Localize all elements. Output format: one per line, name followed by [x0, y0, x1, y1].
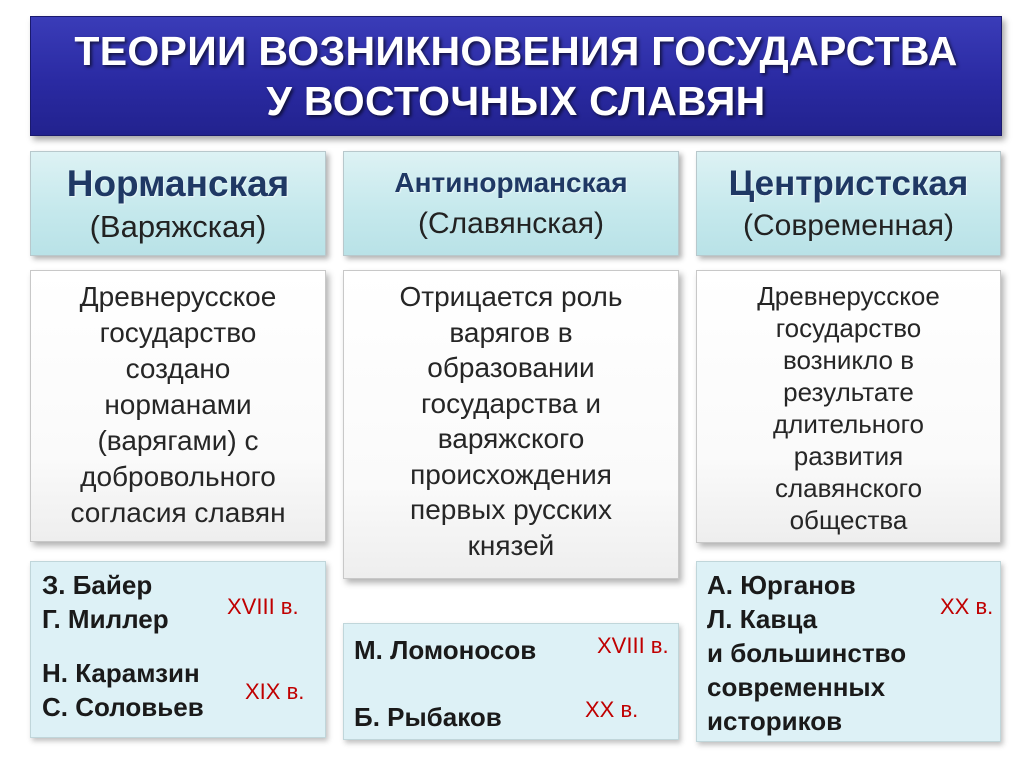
theory-name: Центристская	[728, 163, 969, 203]
title-line-1: ТЕОРИИ ВОЗНИКНОВЕНИЯ ГОСУДАРСТВА	[74, 28, 958, 74]
century-label: XVIII в.	[227, 594, 299, 619]
historian-names: А. Юрганов Л. Кавца и большинство современных историков	[707, 570, 907, 736]
theory-subtitle: (Славянская)	[418, 206, 604, 240]
historian-names: Б. Рыбаков	[354, 702, 502, 732]
description-box-centrist	[696, 270, 1001, 543]
theory-header-centrist	[696, 151, 1001, 256]
theory-subtitle: (Варяжская)	[89, 208, 267, 244]
description-box-antinorman	[343, 270, 679, 579]
historians-box-antinorman	[343, 623, 679, 740]
description-box-norman	[30, 270, 326, 542]
historians-box-centrist	[696, 561, 1001, 742]
theory-header-norman	[30, 151, 326, 256]
historians-box-norman	[30, 561, 326, 738]
theory-subtitle: (Современная)	[742, 208, 954, 242]
century-label: XIX в.	[245, 679, 305, 704]
title-banner	[30, 16, 1002, 136]
title-line-2: У ВОСТОЧНЫХ СЛАВЯН	[266, 78, 766, 124]
theory-name: Норманская	[66, 162, 290, 204]
theory-header-antinorman	[343, 151, 679, 256]
century-label: XX в.	[585, 697, 639, 722]
historian-names: М. Ломоносов	[354, 635, 537, 665]
century-label: XX в.	[940, 594, 994, 619]
description-text: Древнерусское государство создано норманами (варягами) с добровольного согласия славян	[70, 281, 286, 528]
description-text: Древнерусское государство возникло в результате длительного развития славянского общества	[757, 281, 940, 535]
description-text: Отрицается роль варягов в образовании государства и варяжского происхождения первых русских князей	[399, 281, 623, 561]
century-label: XVIII в.	[597, 633, 669, 658]
historian-names: З. Байер Г. Миллер	[42, 570, 169, 634]
historian-names: Н. Карамзин С. Соловьев	[42, 658, 204, 722]
theory-name: Антинорманская	[394, 166, 628, 198]
